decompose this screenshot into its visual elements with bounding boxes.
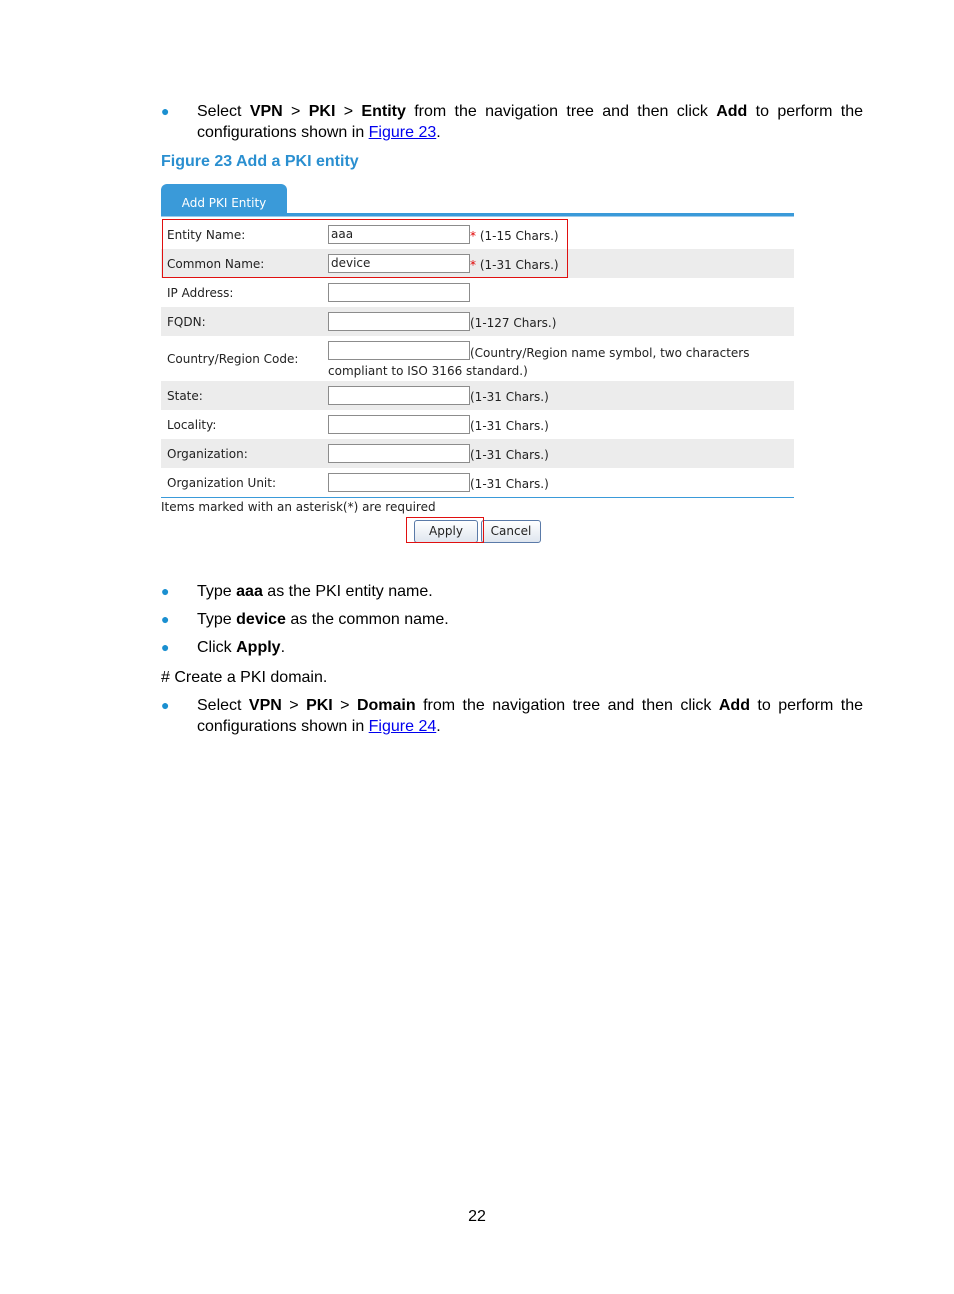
bullet-icon: ● [161,103,170,119]
step-select-entity [161,101,863,143]
create-domain-comment: # Create a PKI domain. [161,669,328,686]
form-row-country-region-code [161,336,794,381]
apply-button[interactable]: Apply [414,520,478,543]
country-region-code-hint: (Country/Region name symbol, two characters [470,346,750,360]
tab-bar [161,183,794,217]
organization-input[interactable] [328,444,470,463]
locality-label: Locality: [167,418,217,432]
bullet-icon: ● [161,583,170,599]
organization-label: Organization: [167,447,248,461]
locality-input[interactable] [328,415,470,434]
required-asterisk: * [470,258,476,272]
organization-hint: (1-31 Chars.) [470,448,549,462]
organization-unit-label: Organization Unit: [167,476,277,490]
required-asterisk: * [470,229,476,243]
fqdn-label: FQDN: [167,315,206,329]
organization-unit-input[interactable] [328,473,470,492]
common-name-hint: * (1-31 Chars.) [470,258,559,272]
step-type-aaa: ● Type aaa as the PKI entity name. [161,583,433,600]
page-number: 22 [468,1208,486,1225]
tab-underline-light [161,216,794,217]
country-region-code-input[interactable] [328,341,470,360]
common-name-label: Common Name: [167,257,265,271]
fqdn-input[interactable] [328,312,470,331]
step-click-apply: ● Click Apply. [161,639,286,656]
highlight-box-apply [406,517,484,543]
locality-hint: (1-31 Chars.) [470,419,549,433]
tab-add-pki-entity[interactable]: Add PKI Entity [161,184,287,216]
ip-address-label: IP Address: [167,286,234,300]
fqdn-hint: (1-127 Chars.) [470,316,557,330]
form-row-ip-address [161,278,794,307]
form-bottom-divider [161,497,794,498]
add-pki-entity-figure [161,183,794,547]
step-text: Select VPN > PKI > Entity from the navigation tree and then click Add to perform the configurations shown in Figure 23. [197,103,864,141]
required-note: Items marked with an asterisk(*) are required [161,500,436,514]
form-row-locality [161,410,794,439]
ip-address-input[interactable] [328,283,470,302]
form-row-organization [161,439,794,468]
country-region-code-label: Country/Region Code: [167,352,299,366]
state-hint: (1-31 Chars.) [470,390,549,404]
entity-name-label: Entity Name: [167,228,246,242]
entity-name-hint: * (1-15 Chars.) [470,229,559,243]
state-input[interactable] [328,386,470,405]
form-row-state [161,381,794,410]
organization-unit-hint: (1-31 Chars.) [470,477,549,491]
bullet-icon: ● [161,697,170,713]
state-label: State: [167,389,203,403]
cancel-button[interactable]: Cancel [481,520,541,543]
common-name-input[interactable]: device [328,254,470,273]
figure-23-link[interactable]: Figure 23 [368,124,437,141]
step-type-device: ● Type device as the common name. [161,611,449,628]
step-select-domain: ● Select VPN > PKI > Domain from the navigation tree and then click Add to perform the configurations shown in Figure 24. [161,697,864,735]
figure-caption: Figure 23 Add a PKI entity [161,153,359,170]
bullet-icon: ● [161,611,170,627]
entity-name-input[interactable]: aaa [328,225,470,244]
form-row-organization-unit [161,468,794,497]
country-region-code-hint-cont: compliant to ISO 3166 standard.) [328,364,528,378]
bullet-icon: ● [161,639,170,655]
figure-24-link[interactable]: Figure 24 [368,718,437,735]
form-row-fqdn [161,307,794,336]
highlight-box-names [162,219,568,278]
